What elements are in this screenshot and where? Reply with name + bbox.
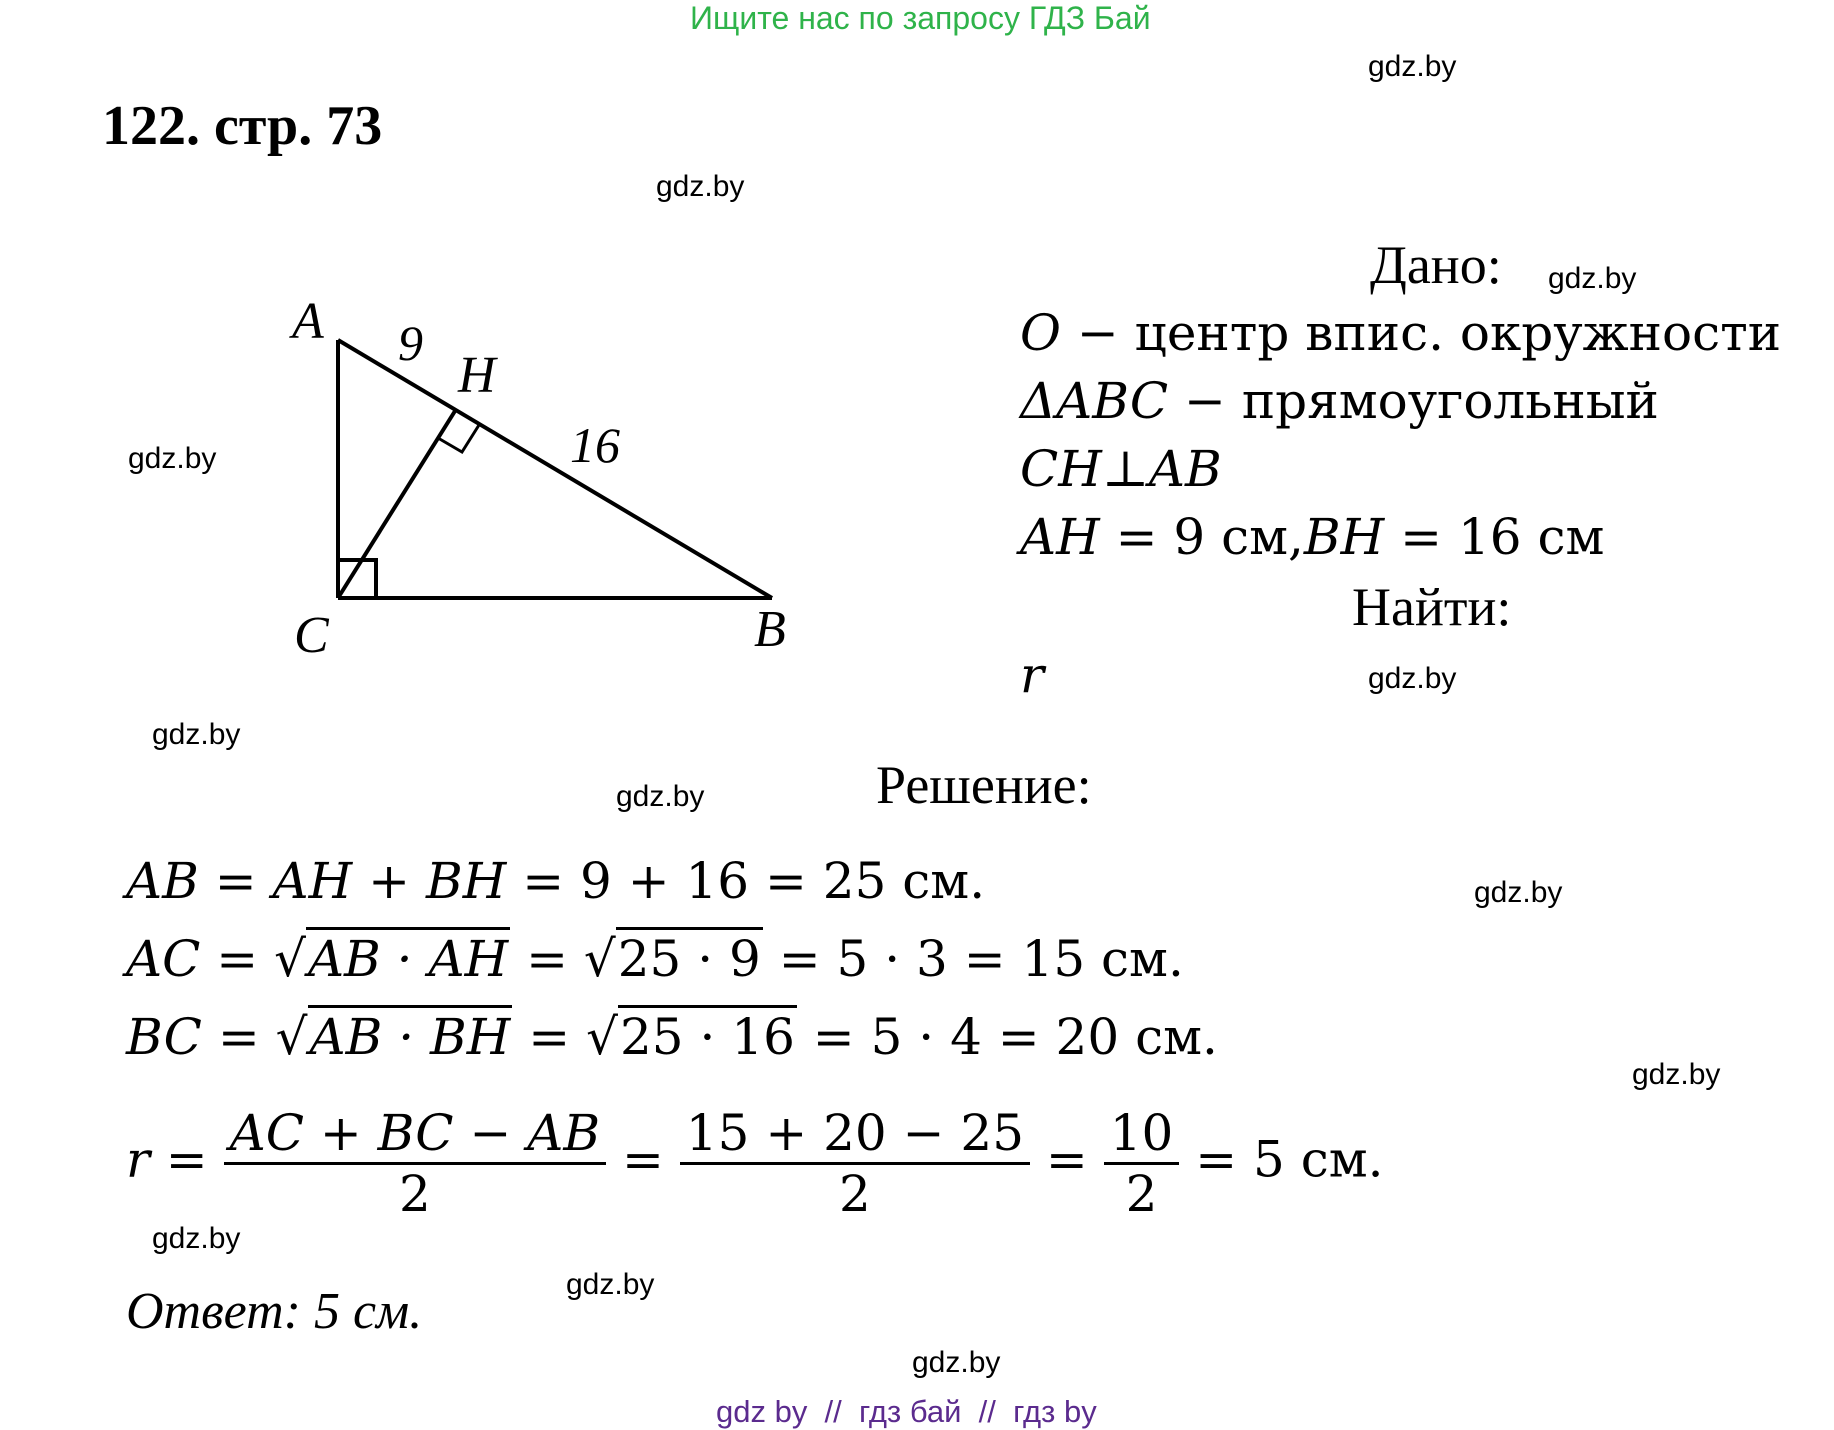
op: = — [510, 930, 584, 988]
watermark: gdz.by — [1368, 50, 1457, 83]
label-a: A — [292, 293, 324, 350]
given-text: = 9 см, — [1099, 508, 1304, 566]
side-ab — [338, 340, 772, 598]
var-o: O — [1020, 304, 1061, 362]
result: = 5 · 3 = 15 см. — [762, 930, 1184, 988]
label-c: C — [294, 607, 329, 664]
watermark: gdz.by — [152, 1222, 241, 1255]
numerator: 10 — [1109, 1104, 1174, 1162]
watermark: gdz.by — [616, 780, 705, 813]
label-h: H — [458, 347, 496, 404]
result: = 5 см. — [1179, 1130, 1384, 1189]
answer: Ответ: 5 см. — [126, 1283, 423, 1340]
sqrt: √25 · 16 — [586, 1008, 797, 1066]
radicand: 25 · 16 — [618, 1005, 797, 1066]
numerator: AC + BC − AB — [229, 1104, 601, 1162]
equation-ac — [126, 930, 1184, 988]
given-text: − прямоугольный — [1168, 372, 1659, 430]
given-line-3 — [1020, 440, 1222, 498]
find-heading: Найти: — [1352, 577, 1512, 637]
watermark: gdz.by — [656, 170, 745, 203]
watermark: gdz.by — [1548, 262, 1637, 295]
op: = — [198, 852, 273, 910]
given-heading: Дано: — [1370, 235, 1502, 295]
radicand: AB · AH — [306, 927, 510, 988]
fraction — [224, 1104, 607, 1223]
given-line-4 — [1020, 508, 1604, 566]
radicand: 25 · 9 — [616, 927, 763, 988]
watermark: gdz.by — [566, 1268, 655, 1301]
watermark: gdz.by — [1368, 662, 1457, 695]
var: AB — [126, 852, 199, 910]
watermark: gdz.by — [1474, 876, 1563, 909]
op: = — [200, 930, 275, 988]
var-ch: CH — [1020, 440, 1102, 498]
op: = — [1030, 1130, 1104, 1189]
page-title: 122. стр. 73 — [102, 95, 383, 157]
denominator: 2 — [839, 1165, 871, 1223]
equation-r — [126, 1104, 1384, 1223]
label-b: B — [754, 601, 786, 658]
label-bh-length: 16 — [570, 417, 620, 473]
var: BC — [126, 1008, 202, 1066]
given-text: = 16 см — [1384, 508, 1605, 566]
watermark: gdz.by — [128, 442, 217, 475]
op: = — [606, 1130, 680, 1189]
var-ah: AH — [1020, 508, 1100, 566]
radicand: AB · BH — [308, 1005, 513, 1066]
fraction — [680, 1104, 1030, 1223]
result: = 9 + 16 = 25 см. — [506, 852, 986, 910]
denominator: 2 — [1125, 1165, 1158, 1223]
watermark: gdz.by — [1632, 1058, 1721, 1091]
equation-ab — [126, 852, 985, 910]
op: + — [352, 852, 426, 910]
triangle-figure — [280, 290, 820, 670]
var: AC — [126, 930, 201, 988]
top-banner[interactable]: Ищите нас по запросу ГДЗ Бай — [690, 0, 1151, 36]
solution-heading: Решение: — [876, 755, 1092, 815]
var-r: r — [126, 1130, 150, 1189]
denominator: 2 — [398, 1165, 431, 1223]
find-var-r: r — [1020, 646, 1044, 704]
sqrt: √25 · 9 — [584, 930, 763, 988]
var-ab: AB — [1148, 440, 1222, 498]
given-text: − центр впис. окружности — [1061, 304, 1782, 362]
watermark: gdz.by — [152, 718, 241, 751]
numerator: 15 + 20 − 25 — [685, 1104, 1025, 1162]
var: AH — [272, 852, 353, 910]
sqrt: √AB · BH — [276, 1008, 513, 1066]
sqrt: √AB · AH — [274, 930, 510, 988]
watermark: gdz.by — [912, 1346, 1001, 1379]
given-line-2 — [1020, 372, 1659, 430]
label-ah-length: 9 — [398, 315, 423, 371]
fraction — [1104, 1104, 1180, 1223]
equation-bc — [126, 1008, 1218, 1066]
given-line-1 — [1020, 304, 1781, 362]
op: = — [149, 1130, 224, 1189]
var-bh: BH — [1303, 508, 1385, 566]
op: = — [201, 1008, 276, 1066]
result: = 5 · 4 = 20 см. — [796, 1008, 1218, 1066]
var-triangle: ΔABC — [1020, 372, 1169, 430]
var: BH — [425, 852, 507, 910]
footer-links[interactable]: gdz by // гдз бай // гдз by — [716, 1394, 1097, 1429]
op: = — [512, 1008, 587, 1066]
perp-symbol: ⊥ — [1101, 440, 1149, 498]
